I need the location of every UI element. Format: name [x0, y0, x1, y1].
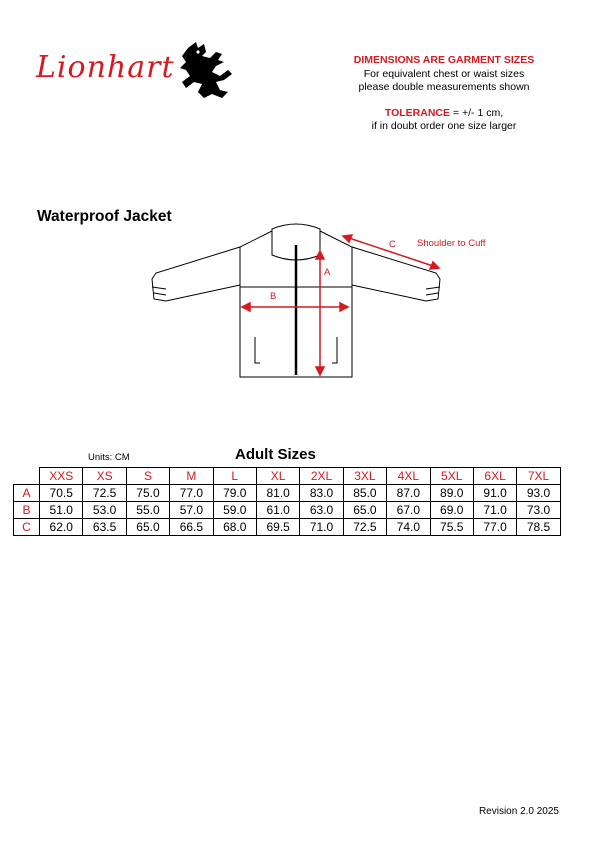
table-cell: 69.0 [430, 502, 473, 519]
size-header: 5XL [430, 468, 473, 485]
table-cell: 75.0 [126, 485, 169, 502]
table-cell: 63.5 [83, 519, 126, 536]
table-cell: 77.0 [170, 485, 213, 502]
table-cell: 73.0 [517, 502, 560, 519]
lion-rampant-icon [176, 40, 236, 102]
table-cell: 62.0 [40, 519, 83, 536]
size-header: 7XL [517, 468, 560, 485]
table-cell: 91.0 [473, 485, 516, 502]
jacket-diagram [140, 215, 510, 380]
table-cell: 77.0 [473, 519, 516, 536]
table-cell: 53.0 [83, 502, 126, 519]
table-cell: 57.0 [170, 502, 213, 519]
table-cell: 65.0 [343, 502, 386, 519]
table-cell: 67.0 [387, 502, 430, 519]
table-cell: 71.0 [300, 519, 343, 536]
table-cell: 70.5 [40, 485, 83, 502]
table-corner [14, 468, 40, 485]
revision-label: Revision 2.0 2025 [478, 806, 559, 817]
table-cell: 61.0 [256, 502, 299, 519]
row-label: C [14, 519, 40, 536]
label-a: A [324, 267, 331, 278]
row-label: A [14, 485, 40, 502]
label-b: B [270, 291, 277, 302]
label-c: C [389, 239, 396, 250]
table-cell: 75.5 [430, 519, 473, 536]
table-cell: 66.5 [170, 519, 213, 536]
tolerance-label: TOLERANCE [384, 106, 451, 119]
table-cell: 63.0 [300, 502, 343, 519]
note-line-1: For equivalent chest or waist sizes [363, 67, 525, 80]
units-label: Units: CM [88, 452, 130, 463]
table-cell: 85.0 [343, 485, 386, 502]
table-cell: 72.5 [83, 485, 126, 502]
brand-name: Lionhart [36, 50, 175, 85]
size-chart-table [13, 467, 561, 536]
table-row-c [14, 519, 561, 536]
table-cell: 59.0 [213, 502, 256, 519]
brand-logo [36, 40, 241, 106]
size-header: 2XL [300, 468, 343, 485]
size-header: L [213, 468, 256, 485]
left-pocket [255, 337, 260, 363]
sizing-notes [329, 54, 559, 134]
note-line-2: please double measurements shown [358, 81, 530, 93]
jacket-left-sleeve [152, 247, 240, 301]
table-cell: 51.0 [40, 502, 83, 519]
dimensions-heading: DIMENSIONS ARE GARMENT SIZES [353, 54, 535, 66]
table-title: Adult Sizes [235, 446, 316, 463]
size-header: 3XL [343, 468, 386, 485]
note-line-3: if in doubt order one size larger [371, 120, 517, 132]
table-cell: 71.0 [473, 502, 516, 519]
size-header: XS [83, 468, 126, 485]
shoulder-to-cuff-caption: Shoulder to Cuff [417, 238, 486, 249]
table-cell: 72.5 [343, 519, 386, 536]
table-cell: 68.0 [213, 519, 256, 536]
size-header-row [14, 468, 561, 485]
size-header: XL [256, 468, 299, 485]
product-title: Waterproof Jacket [37, 208, 172, 225]
size-header: XXS [40, 468, 83, 485]
size-header: M [170, 468, 213, 485]
table-cell: 83.0 [300, 485, 343, 502]
tolerance-line [329, 107, 559, 121]
table-row-a [14, 485, 561, 502]
table-cell: 69.5 [256, 519, 299, 536]
table-cell: 65.0 [126, 519, 169, 536]
table-cell: 55.0 [126, 502, 169, 519]
table-row-b [14, 502, 561, 519]
table-cell: 89.0 [430, 485, 473, 502]
table-cell: 74.0 [387, 519, 430, 536]
table-cell: 79.0 [213, 485, 256, 502]
jacket-right-sleeve [352, 247, 440, 301]
tolerance-text: = +/- 1 cm, [450, 106, 504, 119]
row-label: B [14, 502, 40, 519]
right-pocket [332, 337, 337, 363]
table-cell: 87.0 [387, 485, 430, 502]
size-header: 6XL [473, 468, 516, 485]
table-cell: 81.0 [256, 485, 299, 502]
table-cell: 93.0 [517, 485, 560, 502]
size-header: S [126, 468, 169, 485]
size-header: 4XL [387, 468, 430, 485]
table-cell: 78.5 [517, 519, 560, 536]
